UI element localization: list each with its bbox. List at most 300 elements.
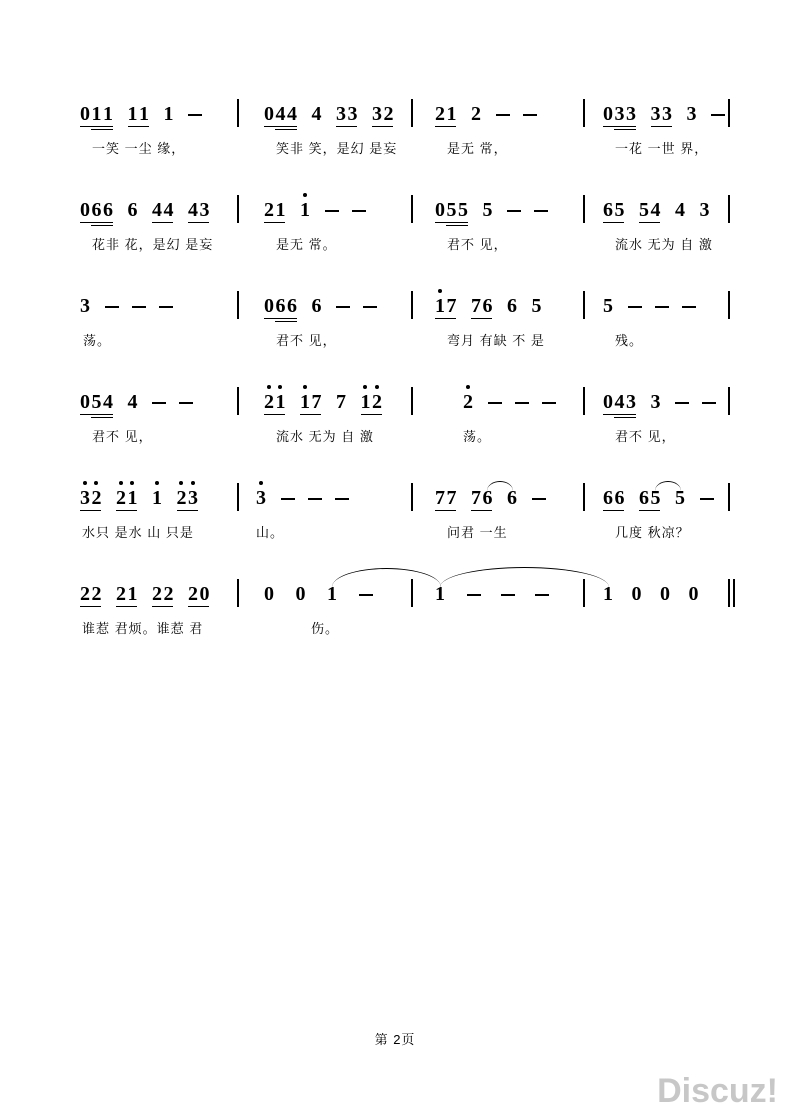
- note-row: [585, 476, 728, 508]
- underline-beam: [116, 510, 137, 512]
- underline-beam: [300, 414, 321, 416]
- note-group: [80, 296, 92, 316]
- note-digit-high-octave: 1: [300, 391, 312, 413]
- measure: [239, 380, 411, 445]
- note-group: [435, 584, 447, 604]
- note-digit: 6: [127, 199, 139, 221]
- note-group: [435, 488, 458, 508]
- note-digit: 0: [295, 583, 307, 605]
- note-group: [603, 392, 638, 412]
- note-digit: 7: [435, 487, 447, 509]
- note-group: [80, 584, 103, 604]
- duration-dash: [335, 498, 349, 500]
- note-group: [116, 584, 139, 604]
- note-digit: 6: [482, 295, 494, 317]
- note-digit: 3: [650, 391, 662, 413]
- duration-dash: [179, 402, 193, 404]
- note-digit-high-octave: 2: [116, 487, 128, 509]
- note-digit: 5: [458, 199, 470, 221]
- lyric-line: 君不 见，: [447, 237, 508, 252]
- lyric-line: 谁惹 君烦。谁惹 君: [82, 621, 204, 636]
- note-digit-high-octave: 2: [372, 391, 384, 413]
- note-row: [80, 188, 237, 220]
- duration-dash: [515, 402, 529, 404]
- duration-dash: [152, 402, 166, 404]
- duration-dash: [535, 594, 549, 596]
- note-digit: 0: [688, 583, 700, 605]
- duration-dash: [675, 402, 689, 404]
- note-group: [603, 104, 638, 124]
- duration-dash: [534, 210, 548, 212]
- measure: [413, 284, 583, 349]
- note-digit: 7: [446, 295, 458, 317]
- note-group: [372, 104, 395, 124]
- note-group: [507, 488, 519, 508]
- duration-dash: [542, 402, 556, 404]
- measure: [239, 284, 411, 349]
- note-digit-high-octave: 2: [264, 391, 276, 413]
- lyric-line: 君不 见，: [92, 429, 153, 444]
- lyric-line: 是无 常。: [276, 237, 337, 252]
- duration-dash: [702, 402, 716, 404]
- underline-beam: [128, 126, 149, 128]
- note-group: [639, 488, 662, 508]
- note-digit: 1: [103, 103, 115, 125]
- note-digit: 6: [482, 487, 494, 509]
- underline-beam: [264, 222, 285, 224]
- note-row: [80, 476, 237, 508]
- note-digit: 1: [91, 103, 103, 125]
- note-digit: 1: [127, 103, 139, 125]
- note-group: [603, 584, 615, 604]
- note-group: [639, 200, 662, 220]
- underline-beam: [152, 222, 173, 224]
- note-digit: 1: [435, 583, 447, 605]
- note-digit: 3: [686, 103, 698, 125]
- duration-dash: [700, 498, 714, 500]
- note-group: [264, 296, 299, 316]
- duration-dash: [132, 306, 146, 308]
- note-digit: 2: [188, 583, 200, 605]
- note-digit: 1: [327, 583, 339, 605]
- measure: [80, 284, 237, 349]
- measure: [585, 188, 728, 253]
- lyric-line: 荡。: [83, 333, 112, 348]
- page-number: 第 2页: [374, 1032, 416, 1047]
- note-group: [80, 104, 115, 124]
- duration-dash: [488, 402, 502, 404]
- note-digit: 5: [482, 199, 494, 221]
- note-digit: 2: [163, 583, 175, 605]
- note-digit: 5: [614, 199, 626, 221]
- note-digit: 0: [264, 295, 276, 317]
- underline-beam: [80, 510, 101, 512]
- note-digit: 3: [336, 103, 348, 125]
- duration-dash: [359, 594, 373, 596]
- note-group: [435, 296, 458, 316]
- note-digit: 5: [446, 199, 458, 221]
- lyric-line: 君不 见，: [615, 429, 676, 444]
- measure: [239, 188, 411, 253]
- duration-dash: [501, 594, 515, 596]
- lyric-line: 流水 无为 自 激: [276, 429, 374, 444]
- measure: [413, 92, 583, 157]
- note-group: [675, 488, 687, 508]
- note-group: [312, 296, 324, 316]
- measure: [585, 92, 728, 157]
- end-barline: [728, 387, 730, 415]
- note-digit: 4: [163, 199, 175, 221]
- note-digit: 0: [631, 583, 643, 605]
- note-digit: 3: [662, 103, 674, 125]
- note-digit-high-octave: 3: [256, 487, 268, 509]
- note-digit: 6: [311, 295, 323, 317]
- note-digit: 6: [507, 295, 519, 317]
- underline-beam: [80, 222, 113, 224]
- underline-beam: [80, 414, 113, 416]
- note-digit: 4: [103, 391, 115, 413]
- note-digit: 0: [264, 583, 276, 605]
- note-group: [296, 584, 308, 604]
- note-group: [327, 584, 339, 604]
- duration-dash: [496, 114, 510, 116]
- note-digit: 0: [80, 103, 92, 125]
- note-digit: 7: [471, 295, 483, 317]
- note-group: [300, 200, 312, 220]
- note-digit: 6: [287, 295, 299, 317]
- duration-dash: [105, 306, 119, 308]
- underline-beam: [639, 510, 660, 512]
- note-row: [413, 92, 583, 124]
- underline-beam: [651, 126, 672, 128]
- lyric-line: 是无 常，: [447, 141, 508, 156]
- note-digit: 0: [660, 583, 672, 605]
- note-row: [239, 284, 411, 316]
- note-digit: 7: [336, 391, 348, 413]
- end-barline: [728, 483, 730, 511]
- note-group: [152, 584, 175, 604]
- lyric-line: 一花 一世 界，: [615, 141, 709, 156]
- note-digit: 3: [199, 199, 211, 221]
- note-group: [632, 584, 644, 604]
- measure: [585, 572, 728, 618]
- note-group: [603, 200, 626, 220]
- underline-beam-2: [275, 321, 297, 323]
- note-digit-high-octave: 1: [435, 295, 447, 317]
- duration-dash: [336, 306, 350, 308]
- sheet: [80, 92, 740, 668]
- note-digit: 1: [163, 103, 175, 125]
- discuz-watermark: Discuz!: [657, 1072, 778, 1110]
- note-digit: 1: [603, 583, 615, 605]
- underline-beam-2: [91, 225, 113, 227]
- note-group: [336, 104, 359, 124]
- note-group: [675, 200, 687, 220]
- note-digit: 2: [471, 103, 483, 125]
- underline-beam: [188, 606, 209, 608]
- note-group: [116, 488, 139, 508]
- note-group: [471, 296, 494, 316]
- note-group: [128, 392, 140, 412]
- note-row: [239, 476, 411, 508]
- note-digit: 2: [264, 199, 276, 221]
- duration-dash: [159, 306, 173, 308]
- measure: [80, 476, 237, 541]
- note-digit: 7: [471, 487, 483, 509]
- note-row: [585, 284, 728, 316]
- note-group: [152, 200, 175, 220]
- note-digit: 5: [650, 487, 662, 509]
- note-group: [152, 488, 164, 508]
- note-digit-high-octave: 1: [127, 487, 139, 509]
- measure: [80, 380, 237, 445]
- note-digit: 0: [80, 391, 92, 413]
- underline-beam-2: [614, 129, 636, 131]
- note-digit: 5: [675, 487, 687, 509]
- note-digit: 2: [152, 583, 164, 605]
- duration-dash: [682, 306, 696, 308]
- note-digit-high-octave: 1: [300, 199, 312, 221]
- note-group: [264, 584, 276, 604]
- note-digit: 0: [199, 583, 211, 605]
- duration-dash: [532, 498, 546, 500]
- note-row: [413, 188, 583, 220]
- underline-beam: [435, 318, 456, 320]
- duration-dash: [352, 210, 366, 212]
- end-barline: [728, 99, 730, 127]
- lyric-line: 问君 一生: [447, 525, 508, 540]
- underline-beam: [152, 606, 173, 608]
- duration-dash: [523, 114, 537, 116]
- lyric-line: 笑非 笑，是幻 是妄: [276, 141, 398, 156]
- underline-beam: [80, 126, 113, 128]
- duration-dash: [325, 210, 339, 212]
- note-row: [239, 188, 411, 220]
- underline-beam: [177, 510, 198, 512]
- measure: [585, 380, 728, 445]
- lyric-line: 一笑 一尘 缘，: [92, 141, 186, 156]
- note-digit: 0: [435, 199, 447, 221]
- duration-dash: [363, 306, 377, 308]
- underline-beam: [336, 126, 357, 128]
- note-digit: 1: [275, 199, 287, 221]
- duration-dash: [308, 498, 322, 500]
- underline-beam: [435, 510, 456, 512]
- note-digit: 3: [614, 103, 626, 125]
- note-group: [687, 104, 699, 124]
- duration-dash: [628, 306, 642, 308]
- note-digit-high-octave: 1: [152, 487, 164, 509]
- underline-beam: [471, 510, 492, 512]
- note-group: [435, 104, 458, 124]
- duration-dash: [507, 210, 521, 212]
- note-digit: 4: [311, 103, 323, 125]
- note-digit: 4: [275, 103, 287, 125]
- note-row: [413, 380, 583, 412]
- note-digit: 3: [80, 295, 92, 317]
- note-digit: 4: [650, 199, 662, 221]
- note-digit: 6: [91, 199, 103, 221]
- note-digit: 1: [446, 103, 458, 125]
- note-group: [507, 296, 519, 316]
- underline-beam-2: [614, 417, 636, 419]
- lyric-line: 残。: [615, 333, 644, 348]
- note-digit-high-octave: 3: [80, 487, 92, 509]
- underline-beam: [116, 606, 137, 608]
- note-group: [603, 488, 626, 508]
- underline-beam: [80, 606, 101, 608]
- note-digit: 6: [275, 295, 287, 317]
- note-digit-high-octave: 2: [176, 487, 188, 509]
- measure: [80, 92, 237, 157]
- note-row: [585, 380, 728, 412]
- note-group: [651, 392, 663, 412]
- note-group: [80, 200, 115, 220]
- measure: [80, 188, 237, 253]
- underline-beam: [603, 510, 624, 512]
- note-digit: 3: [650, 103, 662, 125]
- note-group: [264, 200, 287, 220]
- lyric-line: 君不 见，: [276, 333, 337, 348]
- lyric-line: 水只 是水 山 只是: [82, 525, 194, 540]
- underline-beam-2: [275, 129, 297, 131]
- note-digit: 3: [699, 199, 711, 221]
- note-digit: 3: [626, 391, 638, 413]
- underline-beam: [603, 126, 636, 128]
- underline-beam: [639, 222, 660, 224]
- note-group: [483, 200, 495, 220]
- note-row: [239, 380, 411, 412]
- note-digit: 6: [507, 487, 519, 509]
- underline-beam: [372, 126, 393, 128]
- underline-beam: [188, 222, 209, 224]
- duration-dash: [188, 114, 202, 116]
- note-digit-high-octave: 1: [275, 391, 287, 413]
- note-digit: 2: [383, 103, 395, 125]
- note-digit: 6: [603, 487, 615, 509]
- note-digit: 7: [446, 487, 458, 509]
- note-group: [689, 584, 701, 604]
- note-group: [336, 392, 348, 412]
- underline-beam: [264, 126, 297, 128]
- note-digit: 4: [188, 199, 200, 221]
- note-group: [128, 200, 140, 220]
- note-row: [585, 572, 728, 604]
- measure: [239, 476, 411, 541]
- note-digit: 4: [287, 103, 299, 125]
- note-row: [239, 92, 411, 124]
- note-digit: 1: [127, 583, 139, 605]
- underline-beam: [435, 126, 456, 128]
- lyric-line: 伤。: [311, 621, 340, 636]
- note-digit: 2: [116, 583, 128, 605]
- lyric-line: 弯月 有缺 不 是: [447, 333, 545, 348]
- underline-beam: [435, 222, 468, 224]
- note-digit: 0: [603, 391, 615, 413]
- note-group: [361, 392, 384, 412]
- note-digit: 2: [80, 583, 92, 605]
- note-group: [264, 104, 299, 124]
- duration-dash: [467, 594, 481, 596]
- end-barline: [728, 291, 730, 319]
- note-group: [532, 296, 544, 316]
- note-digit: 6: [639, 487, 651, 509]
- system-row: [80, 92, 740, 188]
- underline-beam-2: [446, 225, 468, 227]
- note-group: [264, 392, 287, 412]
- note-digit: 7: [311, 391, 323, 413]
- measure: [80, 572, 237, 637]
- note-digit: 3: [626, 103, 638, 125]
- note-digit: 5: [603, 295, 615, 317]
- note-group: [80, 488, 103, 508]
- lyric-line: 山。: [256, 525, 285, 540]
- note-digit: 0: [264, 103, 276, 125]
- note-group: [603, 296, 615, 316]
- system-row: [80, 476, 740, 572]
- note-group: [651, 104, 674, 124]
- note-row: [80, 380, 237, 412]
- note-digit: 5: [91, 391, 103, 413]
- measure: [413, 380, 583, 445]
- note-row: [80, 92, 237, 124]
- note-digit-high-octave: 2: [91, 487, 103, 509]
- note-digit: 3: [372, 103, 384, 125]
- underline-beam: [264, 318, 297, 320]
- note-digit: 4: [127, 391, 139, 413]
- note-group: [435, 200, 470, 220]
- note-digit: 1: [139, 103, 151, 125]
- end-barline: [728, 195, 730, 223]
- duration-dash: [655, 306, 669, 308]
- note-row: [80, 572, 237, 604]
- note-digit: 4: [675, 199, 687, 221]
- underline-beam: [603, 222, 624, 224]
- note-row: [585, 188, 728, 220]
- underline-beam-2: [91, 417, 113, 419]
- underline-beam-2: [91, 129, 113, 131]
- measure: [585, 284, 728, 349]
- note-digit: 5: [639, 199, 651, 221]
- note-digit-high-octave: 3: [188, 487, 200, 509]
- system-row: [80, 380, 740, 476]
- note-row: [413, 284, 583, 316]
- note-digit: 0: [603, 103, 615, 125]
- note-row: [585, 92, 728, 124]
- lyric-line: 几度 秋凉？: [615, 525, 690, 540]
- underline-beam: [603, 414, 636, 416]
- underline-beam: [471, 318, 492, 320]
- note-group: [312, 104, 324, 124]
- note-group: [177, 488, 200, 508]
- note-group: [463, 392, 475, 412]
- note-digit: 6: [614, 487, 626, 509]
- note-group: [188, 200, 211, 220]
- note-digit-high-octave: 2: [463, 391, 475, 413]
- measure: [239, 92, 411, 157]
- lyric-line: 花非 花，是幻 是妄: [92, 237, 214, 252]
- note-digit: 4: [152, 199, 164, 221]
- duration-dash: [711, 114, 725, 116]
- duration-dash: [281, 498, 295, 500]
- note-group: [256, 488, 268, 508]
- note-digit: 0: [80, 199, 92, 221]
- measure: [413, 188, 583, 253]
- note-digit-high-octave: 1: [360, 391, 372, 413]
- note-group: [164, 104, 176, 124]
- lyric-line: 荡。: [463, 429, 492, 444]
- note-digit: 6: [103, 199, 115, 221]
